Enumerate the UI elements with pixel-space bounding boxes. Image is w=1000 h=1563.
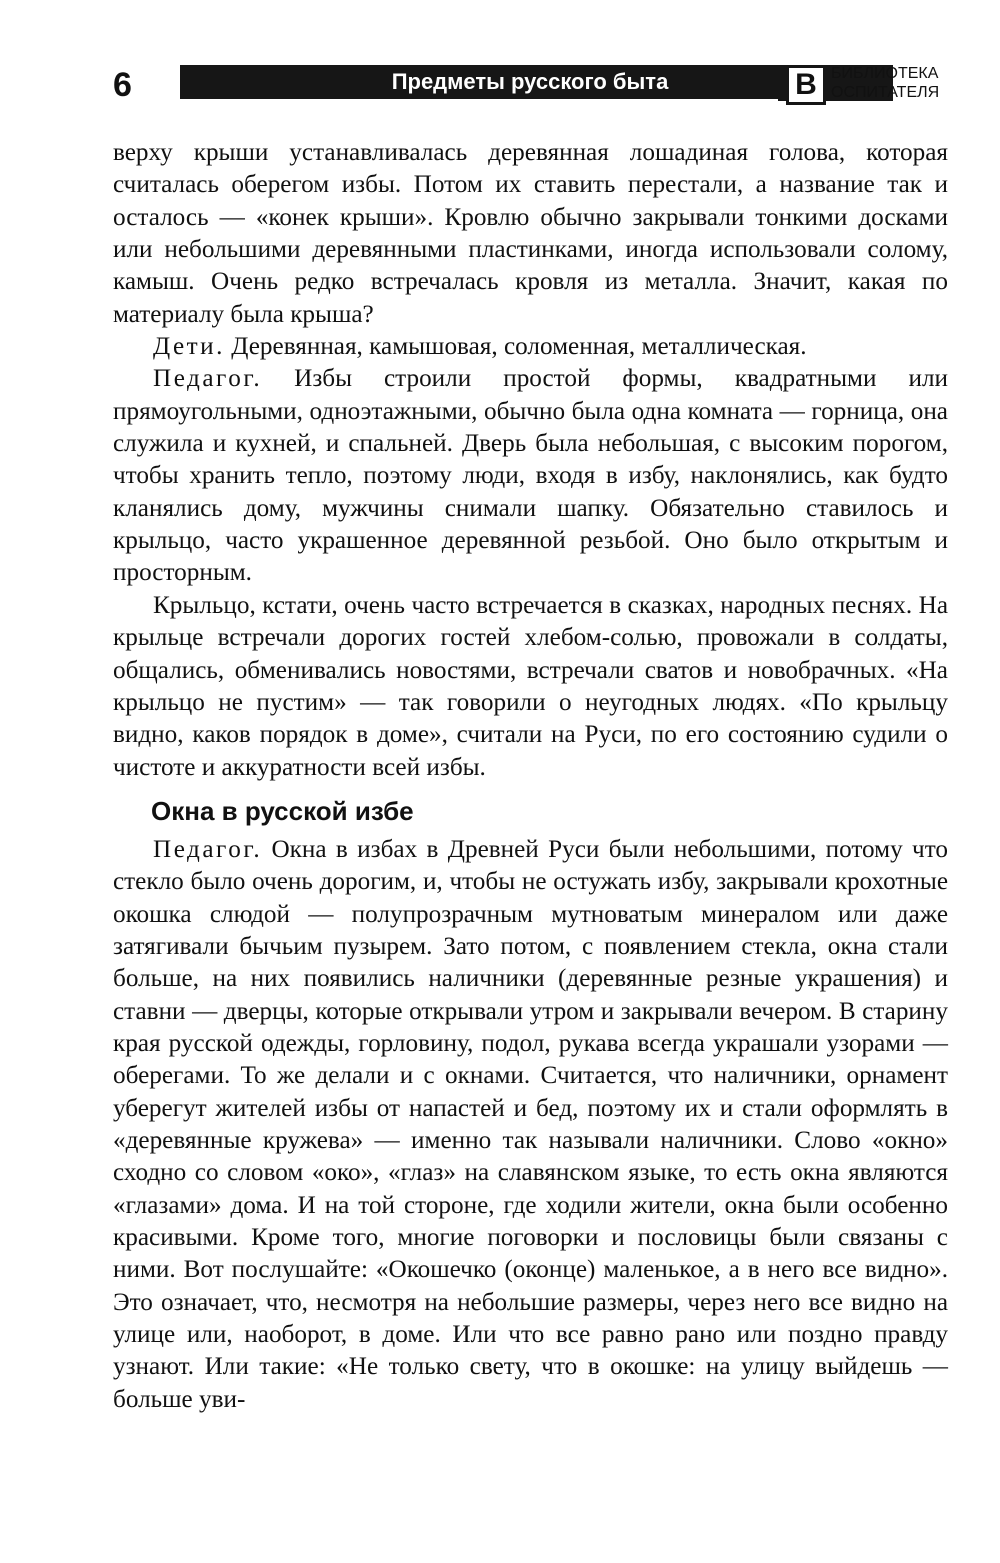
page-header	[113, 63, 948, 115]
paragraph-izba-form	[113, 363, 948, 589]
page-body	[113, 137, 948, 1416]
speaker-teacher: Педагог.	[153, 835, 263, 863]
speaker-teacher: Педагог.	[153, 365, 263, 393]
series-logo-line2: ОСПИТАТЕЛЯ	[831, 84, 940, 101]
page-number: 6	[113, 66, 132, 104]
paragraph-children-answer	[113, 331, 948, 363]
series-logo-line1: БИБЛИОТЕКА	[831, 65, 939, 82]
paragraph-windows	[113, 834, 948, 1416]
speaker-children: Дети.	[153, 333, 225, 361]
windows-text: Окна в избах в Древней Руси были небольшими, потому что стекло было очень дорогим, и, чтобы не остужать избу, закрывали крохотные окошка слюдой — полупрозрачным мутноватым минералом или даже затягивали бычьим пузырем. Зато потом, с появлением стекла, окна стали больше, на них появились наличники (деревянные резные украшения) и ставни — дверцы, которые открывали утром и закрывали вечером. В старину края русской одежды, горловину, подол, рукава всегда украшали узорами — оберегами. То же делали и с окнами. Считается, что наличники, орнамент уберегут жителей избы от напастей и бед, поэтому их и стали оформлять в «деревянные кружева» — именно так называли наличники. Слово «окно» сходно со словом «око», «глаз» на славянском языке, то есть окна являются «глазами» дома. И на той стороне, где ходили жители, окна были особенно красивыми. Кроме того, многие поговорки и пословицы были связаны с ними. Вот послушайте: «Окошечко (оконце) маленькое, а в него все видно». Это означает, что, несмотря на небольшие размеры, через него все видно на улице или, наоборот, в доме. Или что все равно рано или поздно правду узнают. Или такие: «Не только свету, что в окошке: на улицу выйдешь — больше уви-	[113, 835, 948, 1413]
section-heading-windows: Окна в русской избе	[151, 795, 414, 826]
series-logo-text	[831, 64, 951, 102]
running-title: Предметы русского быта	[391, 69, 669, 94]
children-answer-text: Деревянная, камышовая, соломенная, металлическая.	[224, 333, 807, 361]
paragraph-porch: Крыльцо, кстати, очень часто встречается в сказках, народных песнях. На крыльце встречали дорогих гостей хлебом-солью, провожали в солдаты, общались, обменивались новостями, встречали сватов и новобрачных. «На крыльцо не пустим» — так говорили о неугодных людях. «По крыльцу видно, каков порядок в доме», считали на Руси, по его состоянию судили о чистоте и аккуратности всей избы.	[113, 591, 948, 781]
paragraph-roof: верху крыши устанавливалась деревянная лошадиная голова, которая считалась оберегом избы. Потом их ставить перестали, а название так и осталось — «конек крыши». Кровлю обычно закрывали тонкими досками или небольшими деревянными пластинками, иногда использовали солому, камыш. Очень редко встречалась кровля из металла. Значит, какая по материалу была крыша?	[113, 139, 948, 328]
series-logo-letter: В	[786, 65, 826, 105]
izba-form-text: Избы строили простой формы, квадратными или прямоугольными, одноэтажными, обычно была одна комната — горница, она служила и кухней, и спальней. Дверь была небольшая, с высоким порогом, чтобы хранить тепло, поэтому люди, входя в избу, наклонялись, как будто кланялись дому, мужчины снимали шапку. Обязательно ставилось и крыльцо, часто украшенное деревянной резьбой. Оно было открытым и просторным.	[113, 365, 948, 587]
